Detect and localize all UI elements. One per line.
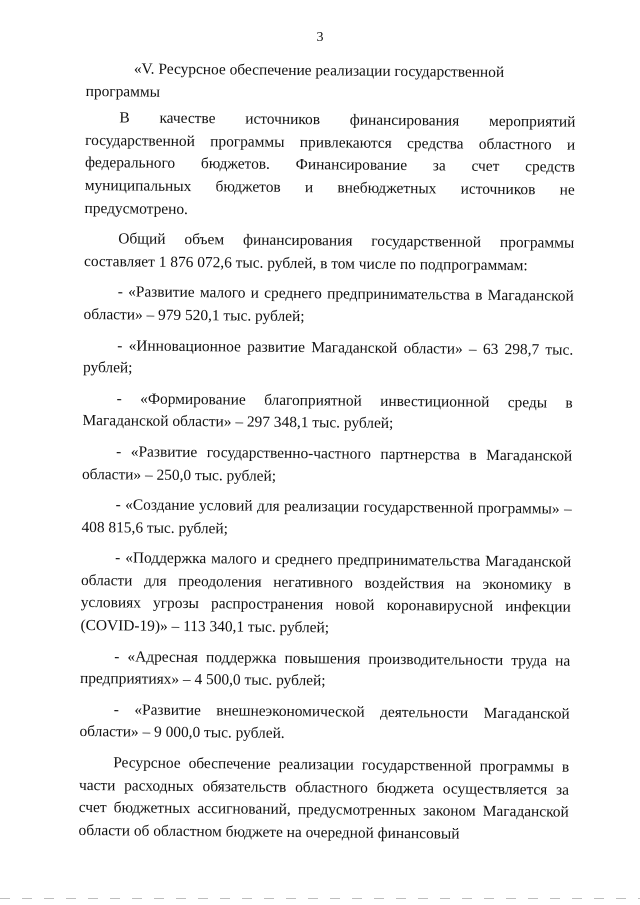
subprogram-item: - «Создание условий для реализации государственной программы» – 408 815,6 тыс. рублей;	[81, 496, 572, 538]
subprogram-item: - «Развитие государственно-частного партнерства в Магаданской области» – 250,0 тыс. рублей;	[81, 443, 573, 485]
subprogram-item: - «Формирование благоприятной инвестиционной среды в Магаданской области» – 297 348,1 тыс. рублей;	[82, 390, 573, 433]
subprogram-item: - «Поддержка малого и среднего предпринимательства Магаданской области для преодоления негативного воздействия на экономику в условиях угрозы распространения новой коронавирусной инфекции (COVID-19)» – 113 340,1 тыс. рублей;	[80, 549, 572, 637]
subprogram-item: - «Развитие малого и среднего предпринимательства в Магаданской области» – 979 520,1 тыс. рублей;	[83, 283, 574, 326]
paragraph-total: Общий объем финансирования государственной программы составляет 1 876 072,6 тыс. рублей, в том числе по подпрограммам:	[83, 230, 575, 274]
scan-edge-line	[0, 898, 640, 899]
paragraph-closing: Ресурсное обеспечение реализации государственной программы в части расходных обязательств областного бюджета осуществляется за счет бюджетных ассигнований, предусмотренных законом Магаданской области об областном бюджете на очередной финансовый	[78, 754, 570, 843]
subprogram-item: - «Развитие внешнеэкономической деятельности Магаданской области» – 9 000,0 тыс. рублей.	[79, 701, 570, 743]
page-number: 3	[316, 30, 324, 45]
subprogram-item: - «Адресная поддержка повышения производительности труда на предприятиях» – 4 500,0 тыс. рублей;	[79, 647, 571, 690]
paragraph-sources: В качестве источников финансирования мероприятий государственной программы привлекаются средства областного и федерального бюджетов. Финансирование за счет средств муниципальных бюджетов и внебюджетных источников не предусмотрено.	[84, 109, 576, 218]
subprogram-item: - «Инновационное развитие Магаданской области» – 63 298,7 тыс. рублей;	[82, 336, 574, 377]
section-heading: «V. Ресурсное обеспечение реализации государственной программы	[85, 60, 505, 101]
document-body	[78, 58, 576, 847]
